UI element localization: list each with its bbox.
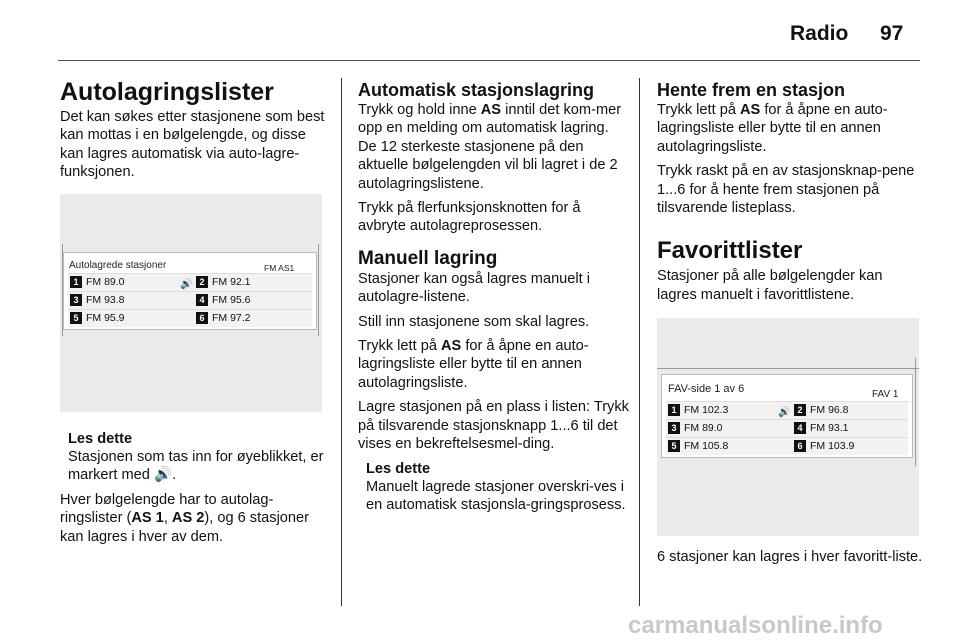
autostore-list-figure	[60, 194, 322, 412]
station-label: FM 93.8	[86, 293, 125, 306]
screen-title: Autolagrede stasjoner	[69, 259, 167, 271]
cancel-paragraph: Trykk på flerfunksjonsknotten for å avbryte autolagreprosessen.	[358, 200, 581, 235]
page-header-title: Radio	[790, 22, 849, 45]
preset-number: 6	[196, 312, 208, 324]
note-title: Les dette	[366, 460, 431, 477]
station-label: FM 97.2	[212, 311, 251, 324]
manual-paragraph-2: Still inn stasjonene som skal lagres.	[358, 313, 590, 330]
speaker-icon: 🔊	[180, 278, 193, 290]
preset-number: 5	[668, 440, 680, 452]
screen-list-tag: FM AS1	[264, 259, 294, 278]
text-fragment: inntil det kom-mer opp en melding om automatisk lagring. De 12 sterkeste stasjonene på den aktuelle bølgelengden vil bli lagret i de 2 autolagringslistene.	[358, 102, 622, 192]
recall-paragraph-1	[657, 101, 923, 156]
station-row	[68, 309, 312, 327]
station-label: FM 93.1	[810, 422, 849, 435]
preset-slot[interactable]	[794, 421, 849, 436]
page-number: 97	[880, 22, 904, 45]
column-divider-1	[341, 78, 342, 606]
preset-slot[interactable]	[794, 403, 849, 418]
station-row	[68, 291, 312, 309]
station-label: FM 105.8	[684, 440, 729, 453]
manual-paragraph-1: Stasjoner kan også lagres manuelt i autolagre-listene.	[358, 270, 591, 306]
text-fragment: ,	[163, 510, 172, 527]
station-label: FM 95.6	[212, 293, 251, 306]
favourites-list-figure	[657, 318, 919, 536]
as-label: AS	[441, 338, 462, 355]
station-row	[666, 419, 908, 437]
section-heading-recall-station: Hente frem en stasjon	[657, 80, 846, 100]
column-1	[60, 78, 332, 552]
crop-mark	[318, 244, 319, 336]
favourites-capacity-paragraph: 6 stasjoner kan lagres i hver favoritt-liste.	[657, 549, 923, 566]
preset-slot[interactable]	[70, 275, 125, 290]
crop-mark	[915, 358, 916, 466]
text-fragment: ), og 6 stasjoner kan lagres i hver av dem.	[60, 510, 310, 545]
preset-slot[interactable]	[668, 403, 728, 418]
preset-number: 5	[70, 312, 82, 324]
station-row	[666, 401, 908, 419]
screen-title: FAV-side 1 av 6	[668, 383, 745, 396]
column-2	[358, 78, 630, 521]
preset-number: 3	[668, 422, 680, 434]
station-row	[666, 437, 908, 455]
column-3	[657, 78, 923, 573]
preset-number: 2	[196, 276, 208, 288]
preset-slot[interactable]	[196, 293, 251, 308]
station-label: FM 89.0	[86, 275, 125, 288]
preset-slot[interactable]	[196, 311, 251, 326]
note-text: Manuelt lagrede stasjoner overskri-ves i en automatisk stasjonsla-gringsprosess.	[366, 478, 626, 514]
auto-store-paragraph	[358, 101, 630, 193]
favourites-screen	[661, 374, 913, 458]
preset-number: 4	[196, 294, 208, 306]
station-label: FM 103.9	[810, 440, 855, 453]
section-heading-autolagringslister: Autolagringslister	[60, 78, 274, 106]
preset-number: 1	[70, 276, 82, 288]
watermark: carmanualsonline.info	[628, 612, 883, 639]
preset-slot[interactable]	[668, 421, 723, 436]
text-fragment: for å åpne en auto-lagringsliste eller bytte til en annen autolagringsliste.	[657, 102, 888, 155]
section-heading-favourite-lists: Favorittlister	[657, 237, 803, 265]
preset-number: 6	[794, 440, 806, 452]
note-box	[60, 430, 332, 485]
crop-mark	[657, 368, 919, 369]
station-label: FM 96.8	[810, 404, 849, 417]
station-label: FM 95.9	[86, 311, 125, 324]
station-row	[68, 273, 312, 291]
favourites-paragraph: Stasjoner på alle bølgelengder kan lagres manuelt i favorittlistene.	[657, 268, 883, 303]
preset-slot[interactable]	[70, 293, 125, 308]
station-label: FM 102.3	[684, 404, 729, 417]
station-label: FM 92.1	[212, 275, 251, 288]
text-fragment: Hver bølgelengde har to autolag-ringslister (	[60, 491, 274, 527]
as-label: AS	[740, 102, 761, 118]
autostore-screen	[63, 252, 317, 330]
intro-paragraph: Det kan søkes etter stasjonene som best kan mottas i en bølgelengde, og disse kan lagres automatisk via auto-lagre-funksjonen.	[60, 109, 325, 181]
speaker-icon: 🔊	[778, 407, 791, 419]
preset-slot[interactable]	[668, 439, 728, 454]
preset-number: 1	[668, 404, 680, 416]
preset-slot[interactable]	[196, 275, 251, 290]
preset-slot[interactable]	[794, 439, 854, 454]
screen-list-tag: FAV 1	[872, 386, 899, 405]
preset-number: 3	[70, 294, 82, 306]
text-fragment: Trykk lett på	[657, 102, 740, 118]
manual-paragraph-3	[358, 337, 630, 392]
section-heading-manual-storing: Manuell lagring	[358, 247, 498, 269]
column-divider-2	[639, 78, 640, 606]
section-heading-automatic-storing: Automatisk stasjonslagring	[358, 80, 595, 100]
note-text: Stasjonen som tas inn for øyeblikket, er markert med 🔊.	[68, 449, 324, 484]
header-rule	[58, 60, 920, 61]
text-fragment: for å åpne en auto-lagringsliste eller bytte til en annen autolagringsliste.	[358, 338, 589, 391]
as2-label: AS 2	[171, 510, 205, 527]
note-title: Les dette	[68, 430, 133, 447]
as1-label: AS 1	[131, 510, 164, 527]
as-label: AS	[480, 102, 502, 118]
lists-paragraph	[60, 491, 332, 546]
preset-slot[interactable]	[70, 311, 125, 326]
text-fragment: Trykk lett på	[358, 338, 441, 355]
text-fragment: Trykk og hold inne	[358, 102, 481, 118]
station-label: FM 89.0	[684, 422, 723, 435]
note-box	[358, 460, 630, 515]
preset-number: 4	[794, 422, 806, 434]
recall-paragraph-2: Trykk raskt på en av stasjonsknap-pene 1...6 for å hente frem stasjonen på tilsvarende listeplass.	[657, 163, 915, 217]
preset-number: 2	[794, 404, 806, 416]
manual-paragraph-4: Lagre stasjonen på en plass i listen: Trykk på tilsvarende stasjonsknapp 1...6 til det vises en bekreftelsesmel-ding.	[358, 399, 629, 453]
